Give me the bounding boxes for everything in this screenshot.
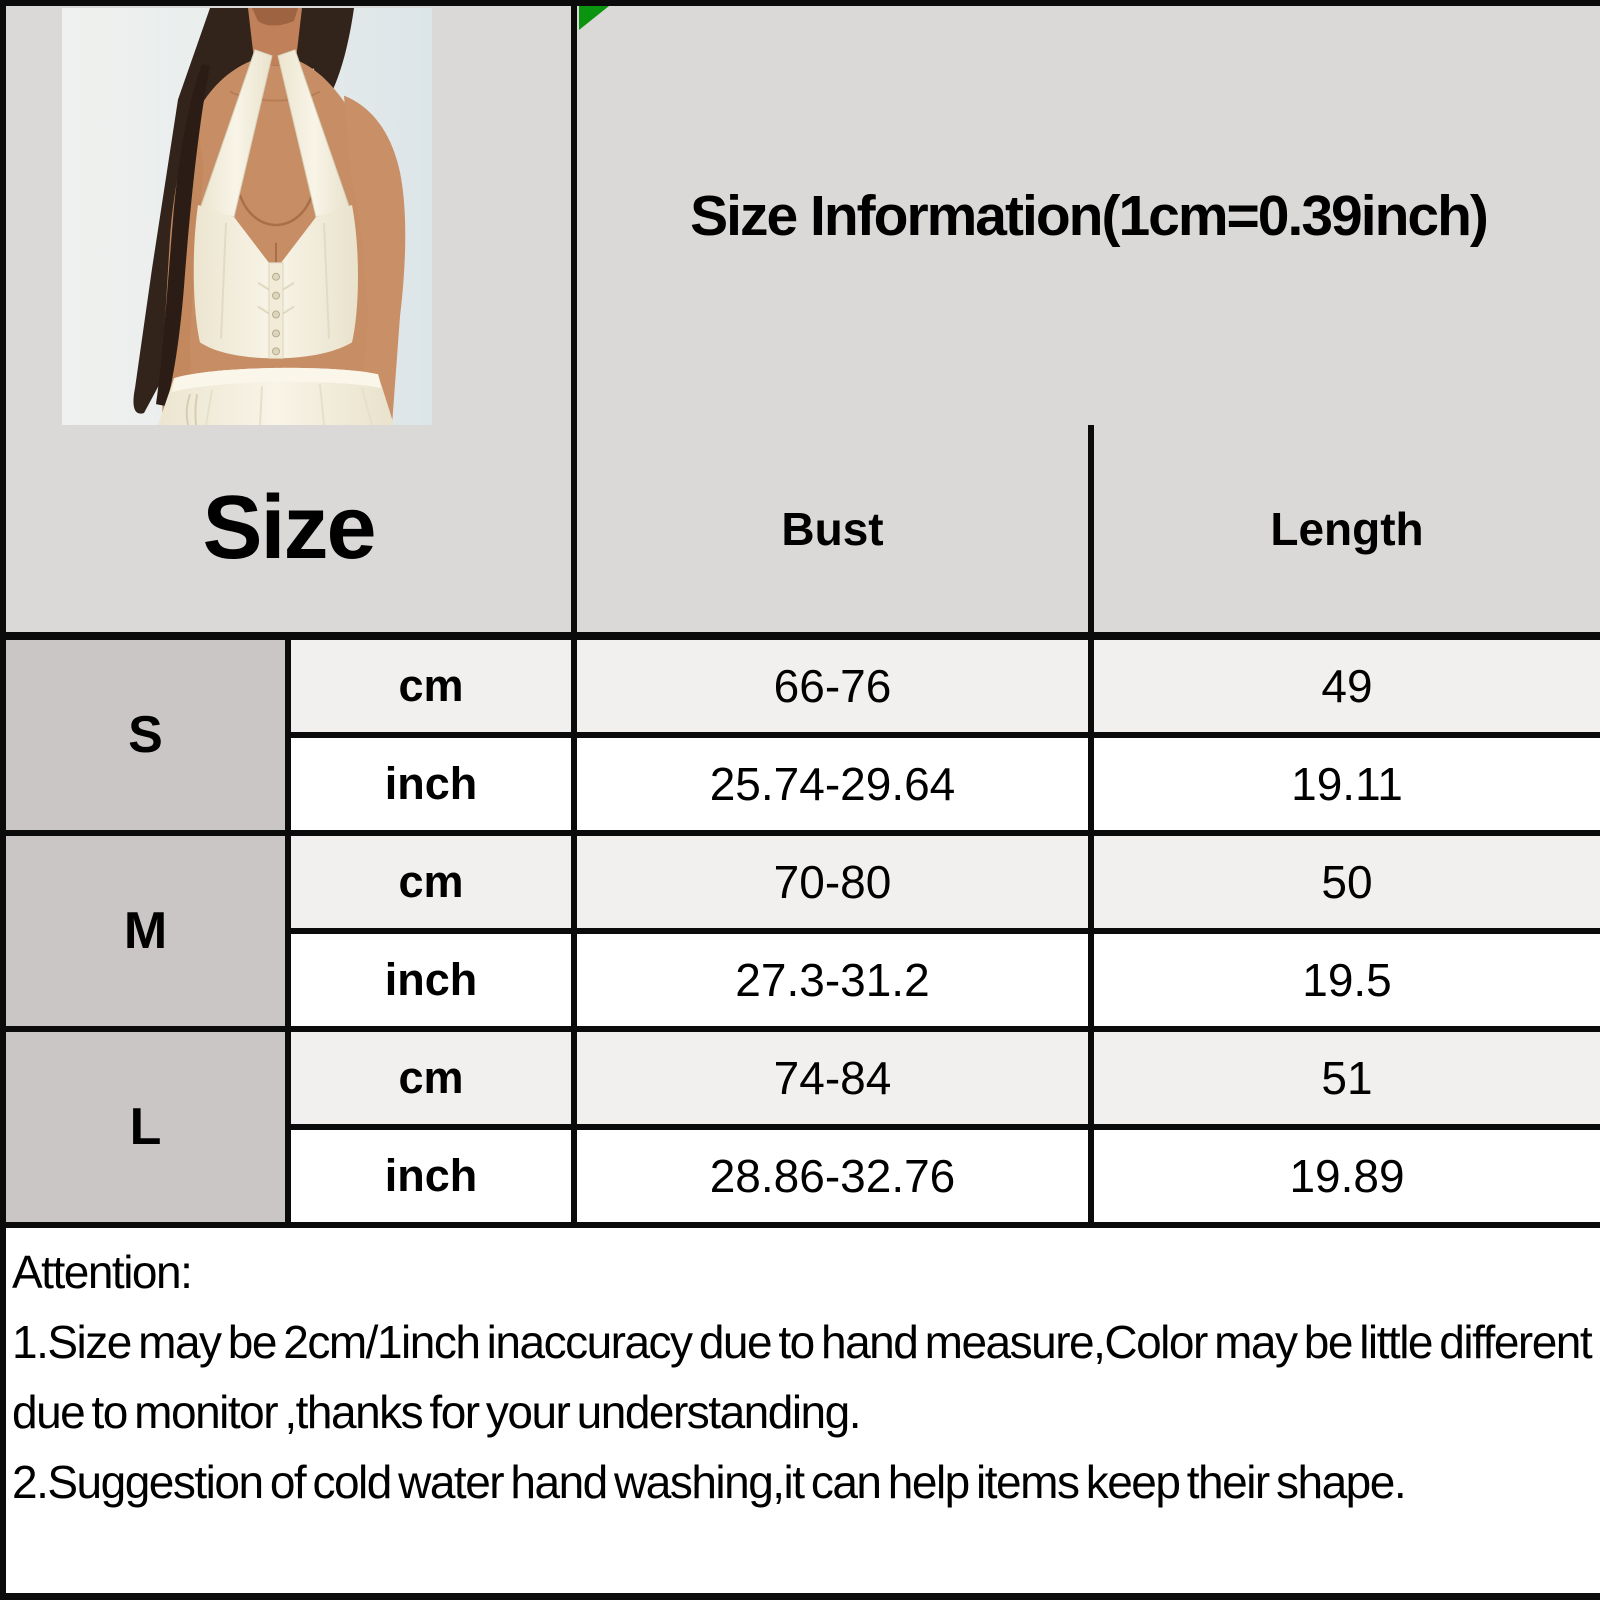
attention-heading: Attention: bbox=[12, 1246, 192, 1298]
product-photo-panel bbox=[6, 6, 577, 425]
value-bust: 74-84 bbox=[577, 1032, 1094, 1130]
top-section bbox=[6, 6, 1600, 425]
size-table bbox=[6, 425, 1600, 1228]
column-header-length: Length bbox=[1094, 425, 1600, 640]
size-label-m: M bbox=[6, 836, 291, 1032]
value-bust: 66-76 bbox=[577, 640, 1094, 738]
value-length: 19.89 bbox=[1094, 1130, 1600, 1228]
value-length: 19.5 bbox=[1094, 934, 1600, 1032]
unit-label: inch bbox=[291, 934, 577, 1032]
value-bust: 70-80 bbox=[577, 836, 1094, 934]
unit-label: inch bbox=[291, 1130, 577, 1228]
unit-label: cm bbox=[291, 640, 577, 738]
attention-section bbox=[6, 1228, 1600, 1593]
title-panel bbox=[577, 6, 1600, 425]
page-title: Size Information(1cm=0.39inch) bbox=[690, 183, 1487, 248]
size-label-s: S bbox=[6, 640, 291, 836]
attention-note-1: 1.Size may be 2cm/1inch inaccuracy due to hand measure,Color may be little different due to monitor ,thanks for your understanding. bbox=[12, 1315, 1592, 1438]
unit-label: cm bbox=[291, 836, 577, 934]
unit-label: cm bbox=[291, 1032, 577, 1130]
value-length: 19.11 bbox=[1094, 738, 1600, 836]
value-bust: 27.3-31.2 bbox=[577, 934, 1094, 1032]
size-label-l: L bbox=[6, 1032, 291, 1228]
column-header-size: Size bbox=[6, 425, 577, 640]
attention-note-2: 2.Suggestion of cold water hand washing,it can help items keep their shape. bbox=[12, 1455, 1406, 1508]
value-bust: 25.74-29.64 bbox=[577, 738, 1094, 836]
value-length: 51 bbox=[1094, 1032, 1600, 1130]
column-header-bust: Bust bbox=[577, 425, 1094, 640]
value-length: 50 bbox=[1094, 836, 1600, 934]
product-photo bbox=[62, 8, 432, 425]
green-corner-marker-icon bbox=[579, 6, 609, 30]
unit-label: inch bbox=[291, 738, 577, 836]
model-photo-illustration bbox=[62, 8, 432, 425]
value-bust: 28.86-32.76 bbox=[577, 1130, 1094, 1228]
value-length: 49 bbox=[1094, 640, 1600, 738]
